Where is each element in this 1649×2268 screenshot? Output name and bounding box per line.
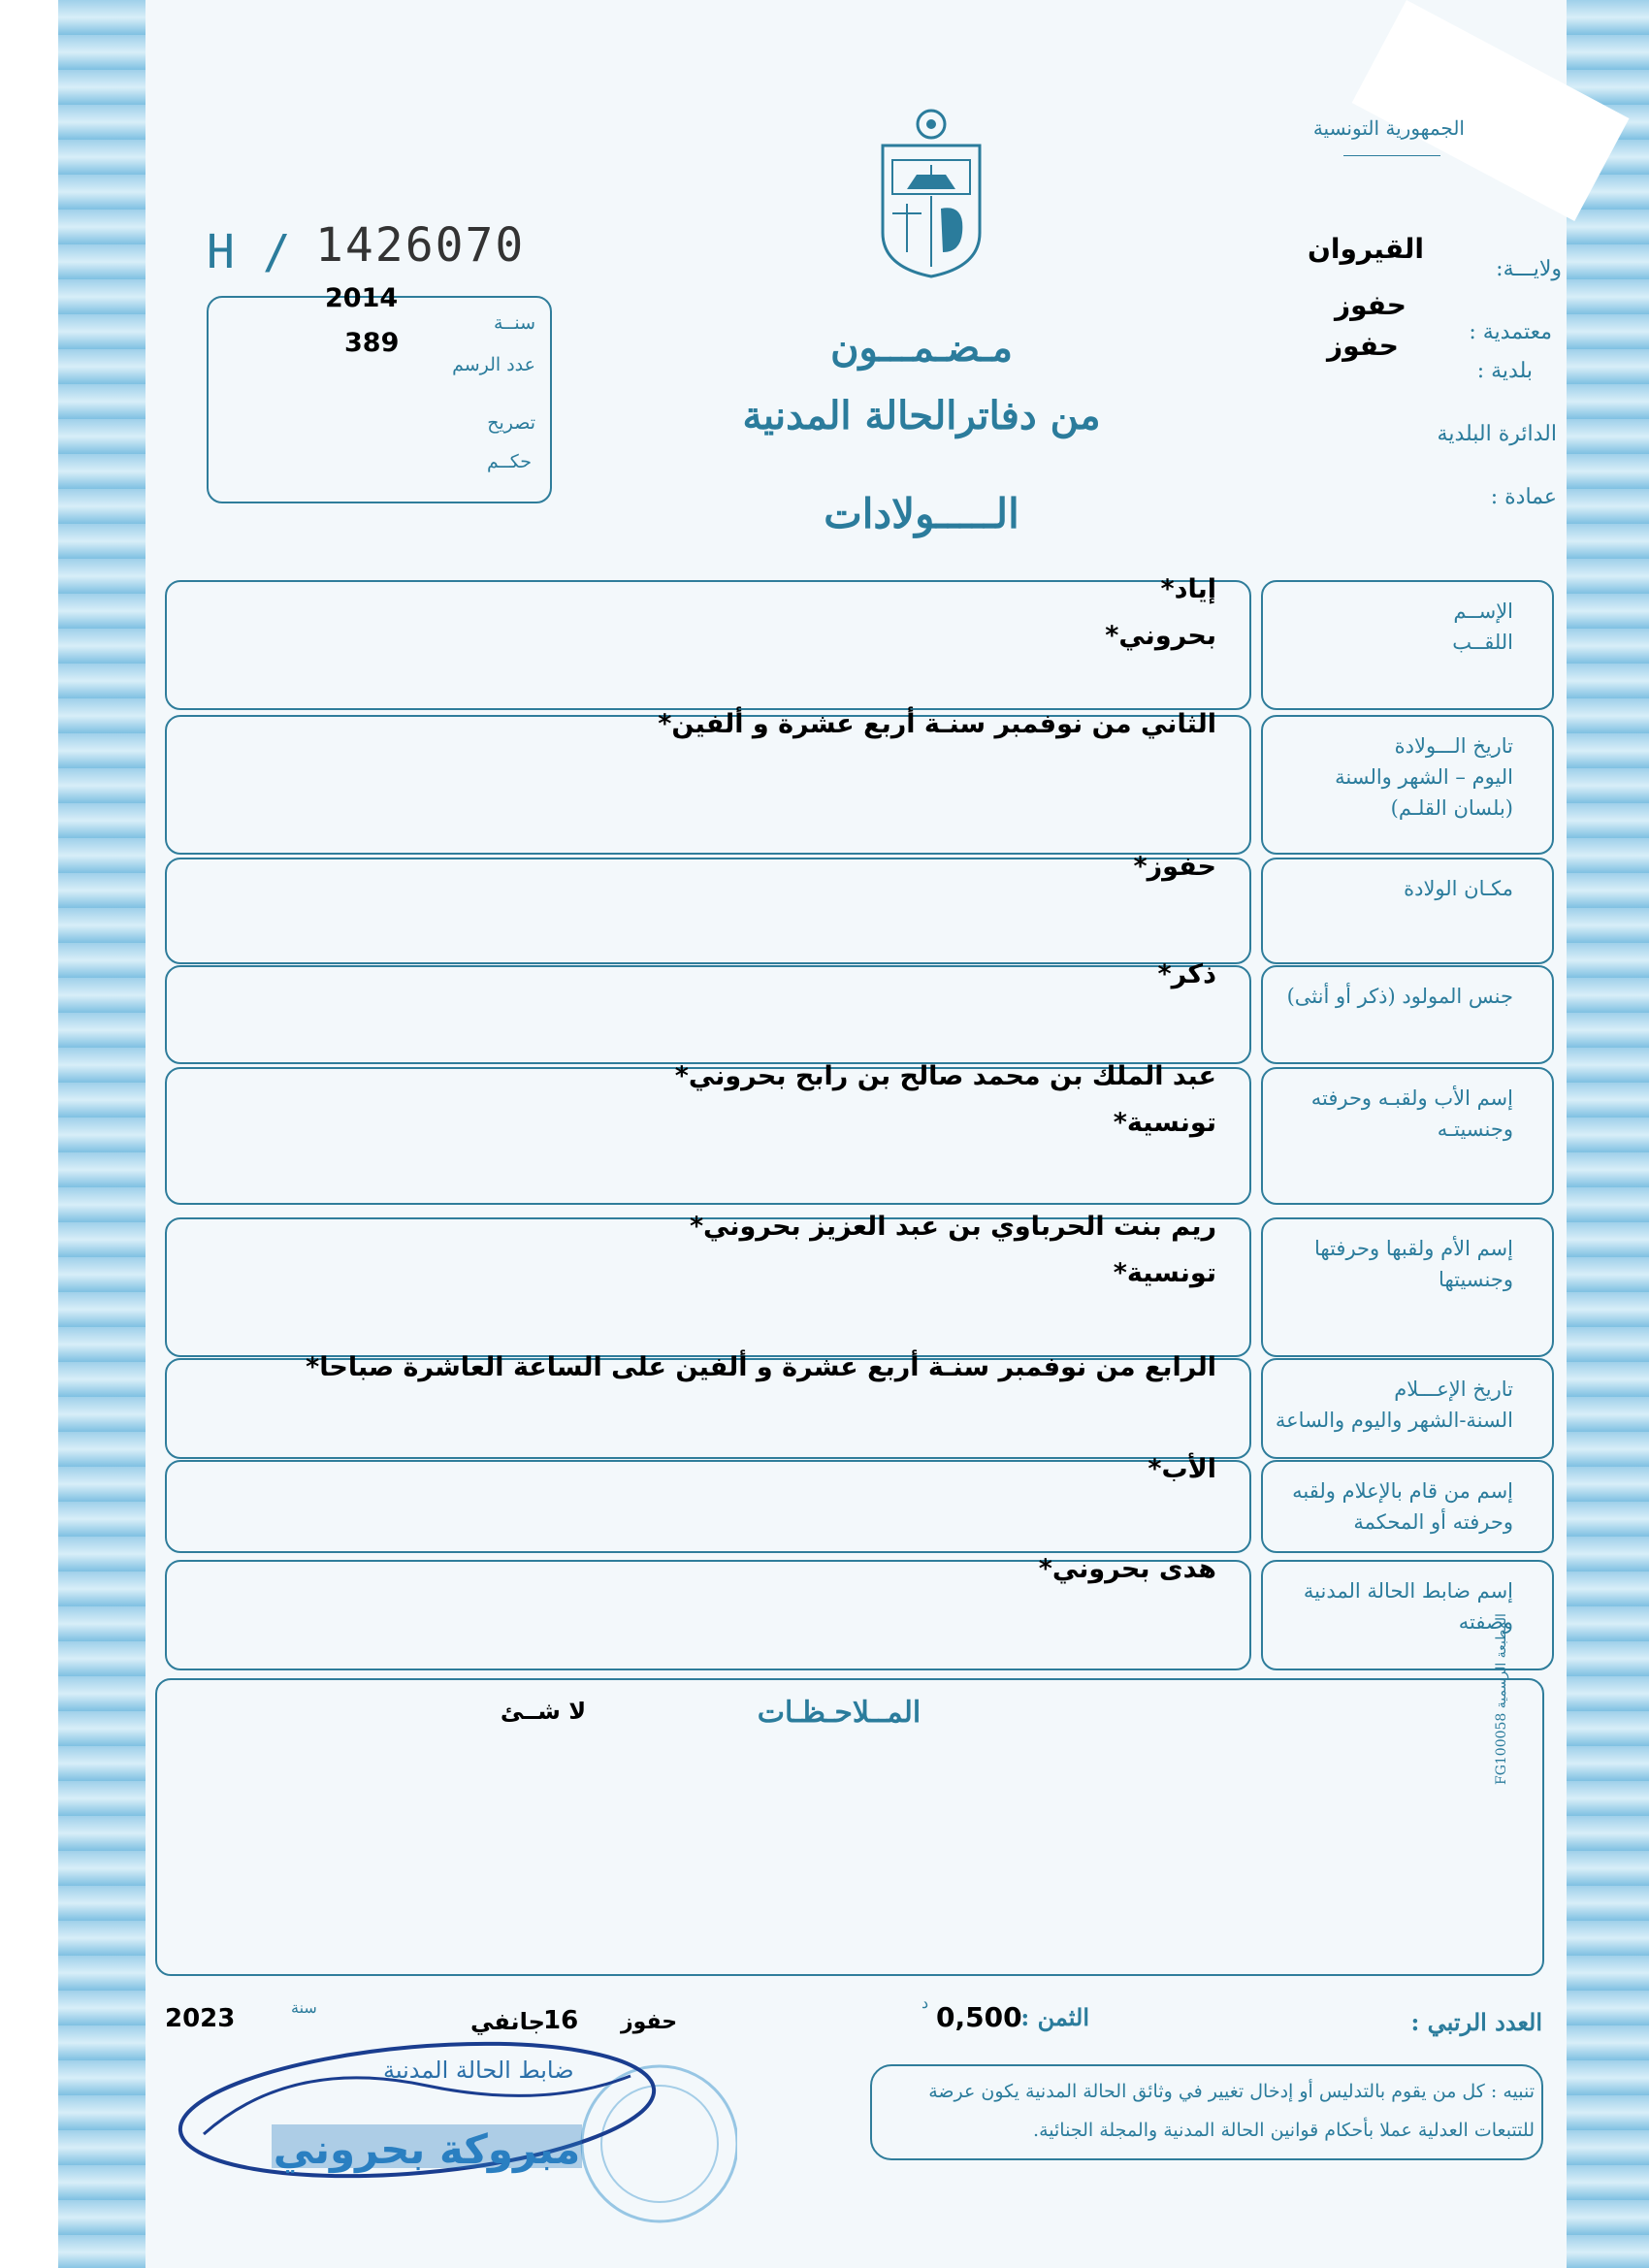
price-unit: د — [922, 1993, 929, 2012]
reference-prefix: H / — [207, 225, 291, 279]
official-stamp-icon — [175, 2018, 737, 2231]
field-value: هدى بحروني* — [1038, 1554, 1216, 1584]
field-value: إياد* — [1160, 574, 1216, 604]
field-label: الإســم — [1453, 599, 1513, 623]
date-day: 16 — [543, 2006, 579, 2035]
field-value: ذكر* — [1157, 959, 1216, 989]
warning-line2: للتتبعات العدلية عملا بأحكام قوانين الحالة المدنية والمجلة الجنائية. — [1033, 2120, 1535, 2141]
reference-number: 1426070 — [315, 218, 526, 273]
value-box — [165, 858, 1251, 964]
field-value: بحروني* — [1105, 621, 1216, 651]
divider — [1343, 155, 1440, 156]
field-label: جنس المولود (ذكر أو أنثى) — [1286, 985, 1513, 1008]
warning-line1: تنبيه : كل من يقوم بالتدليس أو إدخال تغيير في وثائق الحالة المدنية يكون عرضة — [928, 2081, 1535, 2102]
field-label: إسم الأب ولقبـه وحرفته — [1310, 1086, 1513, 1110]
value-box — [165, 1460, 1251, 1553]
field-value: عبد الملك بن محمد صالح بن رابح بحروني* — [674, 1061, 1216, 1091]
act-number-label: عدد الرسم — [452, 354, 535, 375]
field-value: الثاني من نوفمبر سنـة أربع عشرة و ألفين* — [658, 709, 1216, 739]
daira-label: الدائرة البلدية — [1437, 422, 1557, 446]
price-label: الثمن : — [1020, 2003, 1089, 2031]
field-value: الرابع من نوفمبر سنـة أربع عشرة و ألفين على الساعة العاشرة صباحا* — [306, 1352, 1216, 1382]
field-label: وجنسيتـه — [1437, 1118, 1513, 1141]
label-box — [1261, 1460, 1554, 1553]
field-label: إسم ضابط الحالة المدنية — [1303, 1579, 1513, 1603]
officer-label: ضابط الحالة المدنية — [383, 2057, 574, 2084]
field-label: السنة-الشهر واليوم والساعة — [1275, 1409, 1513, 1432]
label-box — [1261, 858, 1554, 964]
wilaya-value: القيروان — [1307, 233, 1424, 265]
field-label: تاريخ الإعـــلام — [1394, 1377, 1513, 1401]
field-label: إسم الأم ولقبها وحرفتها — [1314, 1237, 1513, 1260]
footer-year: 2023 — [165, 2004, 236, 2033]
year-small-label: سنة — [291, 1998, 317, 2017]
value-box — [165, 580, 1251, 710]
mutamadiya-value: حفوز — [1334, 289, 1406, 321]
guilloche-border-right — [1567, 0, 1649, 2268]
year-value: 2014 — [325, 283, 399, 313]
field-label: تاريخ الـــولادة — [1394, 734, 1513, 758]
label-box — [1261, 965, 1554, 1064]
mutamadiya-label: معتمدية : — [1469, 320, 1552, 344]
baladiya-label: بلدية : — [1476, 359, 1533, 383]
field-label: اليوم – الشهر والسنة — [1335, 765, 1513, 789]
field-value: ريم بنت الحرباوي بن عبد العزيز بحروني* — [689, 1212, 1216, 1242]
field-label: (بلسان القلـم) — [1390, 796, 1513, 820]
printer-mark: المطبعة الرسمية FG100058 — [1494, 1613, 1509, 1785]
wilaya-label: ولايـــة: — [1496, 257, 1562, 281]
field-label: وصفته — [1458, 1610, 1513, 1634]
title-births: الـــــولادات — [824, 490, 1019, 537]
republic-label: الجمهورية التونسية — [1312, 116, 1465, 140]
imada-label: عمادة : — [1490, 485, 1557, 509]
price-value: 0,500 — [936, 2001, 1022, 2033]
title-line2: من دفاترالحالة المدنية — [742, 393, 1101, 438]
field-value: الأب* — [1148, 1454, 1216, 1484]
value-box — [165, 965, 1251, 1064]
date-month: جانفي — [470, 2008, 545, 2035]
field-value: تونسية* — [1113, 1108, 1216, 1138]
act-number-value: 389 — [344, 328, 400, 358]
guilloche-border-left — [58, 0, 146, 2268]
remarks-label: المــلاحـظـات — [757, 1696, 922, 1730]
declaration-label: تصريح — [487, 412, 535, 434]
serial-label: العدد الرتبي : — [1410, 2008, 1542, 2036]
field-label: اللقــب — [1452, 631, 1513, 654]
field-label: إسم من قام بالإعلام ولقبه — [1292, 1479, 1513, 1503]
field-value: تونسية* — [1113, 1258, 1216, 1288]
judgment-label: حكــم — [486, 451, 532, 472]
stamp-text: مبروكة بحروني — [273, 2125, 581, 2173]
warning-box — [870, 2064, 1543, 2160]
year-label: سنــة — [494, 312, 535, 334]
remarks-value: لا شــئ — [500, 1698, 587, 1725]
baladiya-value: حفوز — [1326, 330, 1399, 362]
field-value: حفوز* — [1133, 852, 1216, 882]
coat-of-arms-icon — [873, 107, 989, 281]
title-line1: مـضـمـــون — [830, 325, 1013, 371]
field-label: وحرفته أو المحكمة — [1353, 1510, 1513, 1534]
field-label: مكـان الولادة — [1404, 877, 1513, 900]
field-label: وجنسيتها — [1439, 1268, 1513, 1291]
place-value: حفوز — [621, 2010, 678, 2034]
